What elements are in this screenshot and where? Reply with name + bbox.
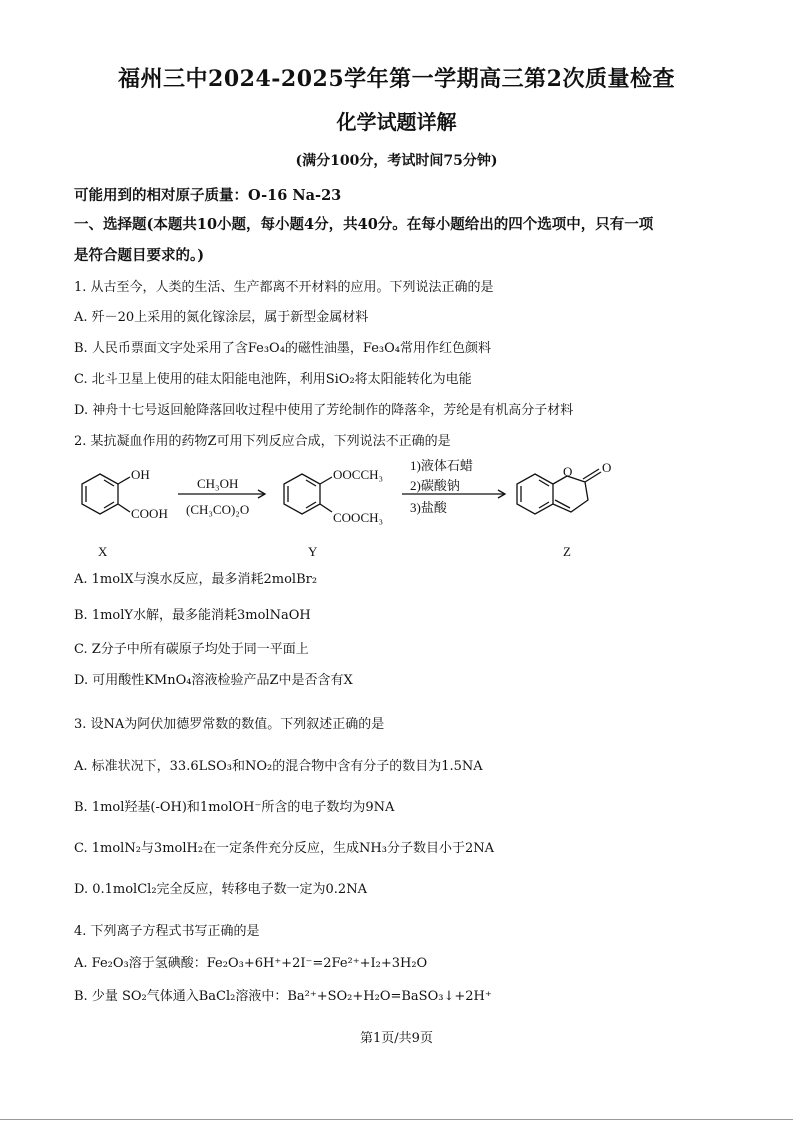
page-footer: 第1页/共9页 xyxy=(360,1031,433,1046)
step-2-label: 2)碳酸钠 xyxy=(410,478,460,493)
section-heading-line2: 是符合题目要求的。) xyxy=(74,247,205,264)
page-title: 福州三中2024-2025学年第一学期高三第2次质量检查 xyxy=(118,66,675,92)
reagent-1-top: CH₃OH xyxy=(197,476,239,491)
label-z: Z xyxy=(563,544,571,559)
q4-stem: 4. 下列离子方程式书写正确的是 xyxy=(74,924,260,939)
q3-stem: 3. 设NA为阿伏加德罗常数的数值。下列叙述正确的是 xyxy=(74,717,385,732)
atomic-masses: 可能用到的相对原子质量：O-16 Na-23 xyxy=(74,187,342,204)
exam-info: (满分100分，考试时间75分钟) xyxy=(295,153,498,169)
x-oh-label: OH xyxy=(131,467,150,482)
q2-option-c: C. Z分子中所有碳原子均处于同一平面上 xyxy=(74,642,309,657)
q1-option-a: A. 歼－20上采用的氮化镓涂层，属于新型金属材料 xyxy=(74,310,369,325)
z-benzene-ring xyxy=(517,474,553,514)
x-cooh-label: COOH xyxy=(131,506,168,521)
y-benzene-ring xyxy=(284,474,320,514)
q1-stem: 1. 从古至今，人类的生活、生产都离不开材料的应用。下列说法正确的是 xyxy=(74,280,494,295)
q2-option-b: B. 1molY水解，最多能消耗3molNaOH xyxy=(74,608,311,623)
q3-option-b: B. 1mol羟基(-OH)和1molOH⁻所含的电子数均为9NA xyxy=(74,800,395,815)
q1-option-c: C. 北斗卫星上使用的硅太阳能电池阵，利用SiO₂将太阳能转化为电能 xyxy=(74,372,472,387)
y-top-label: OOCCH₃ xyxy=(333,467,384,482)
z-ring-oxygen: O xyxy=(563,464,573,479)
label-x: X xyxy=(98,544,108,559)
page-bottom-border xyxy=(0,1119,793,1120)
step-1-label: 1)液体石蜡 xyxy=(410,458,473,473)
q1-option-d: D. 神舟十七号返回舱降落回收过程中使用了芳纶制作的降落伞，芳纶是有机高分子材料 xyxy=(74,403,574,418)
q4-option-a: A. Fe₂O₃溶于氢碘酸：Fe₂O₃+6H⁺+2I⁻=2Fe²⁺+I₂+3H₂O xyxy=(74,956,428,971)
document-subtitle: 化学试题详解 xyxy=(336,110,457,134)
y-bottom-label: COOCH₃ xyxy=(333,510,384,525)
section-heading-line1: 一、选择题(本题共10小题，每小题4分，共40分。在每小题给出的四个选项中，只有一项 xyxy=(74,216,654,233)
q3-option-c: C. 1molN₂与3molH₂在一定条件充分反应，生成NH₃分子数目小于2NA xyxy=(74,841,495,856)
step-3-label: 3)盐酸 xyxy=(410,500,447,515)
reagent-1-bottom: (CH₃CO)₂O xyxy=(186,502,250,517)
q2-option-d: D. 可用酸性KMnO₄溶液检验产品Z中是否含有X xyxy=(74,673,353,688)
z-pyranone-ring xyxy=(553,476,588,512)
q3-option-a: A. 标准状况下，33.6LSO₃和NO₂的混合物中含有分子的数目为1.5NA xyxy=(74,759,483,774)
q2-stem: 2. 某抗凝血作用的药物Z可用下列反应合成，下列说法不正确的是 xyxy=(74,434,451,449)
reaction-scheme xyxy=(60,452,660,562)
q4-option-b: B. 少量 SO₂气体通入BaCl₂溶液中：Ba²⁺+SO₂+H₂O=BaSO₃↓+2H⁺ xyxy=(74,989,492,1004)
z-carbonyl-oxygen: O xyxy=(602,460,612,475)
q2-option-a: A. 1molX与溴水反应，最多消耗2molBr₂ xyxy=(74,572,318,587)
x-benzene-ring xyxy=(82,474,118,514)
q3-option-d: D. 0.1molCl₂完全反应，转移电子数一定为0.2NA xyxy=(74,882,367,897)
label-y: Y xyxy=(308,544,318,559)
q1-option-b: B. 人民币票面文字处采用了含Fe₃O₄的磁性油墨，Fe₃O₄常用作红色颜料 xyxy=(74,341,491,356)
